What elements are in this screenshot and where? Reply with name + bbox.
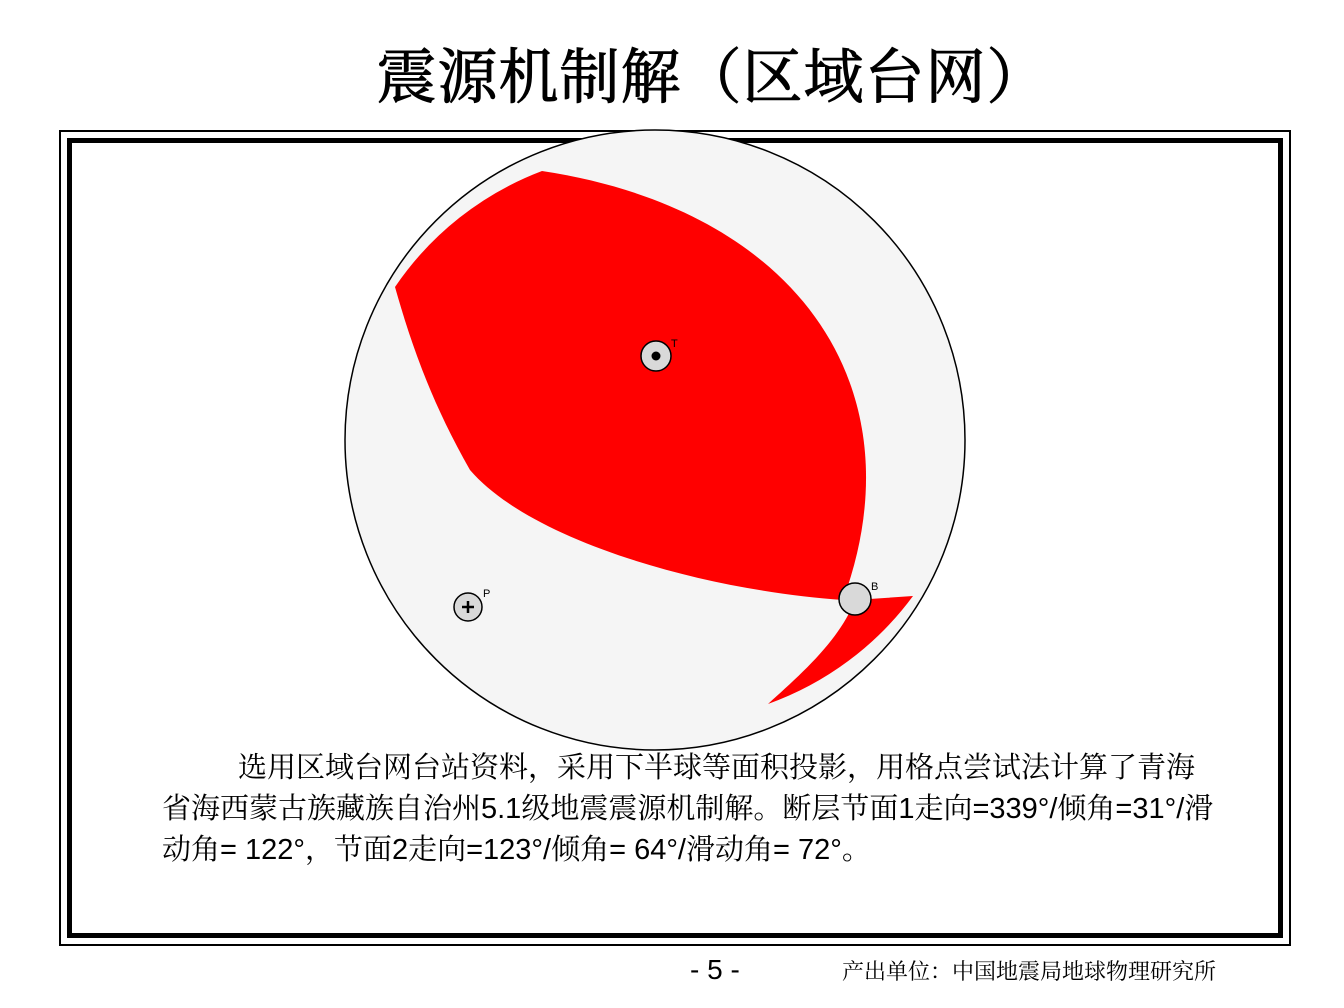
- description-text: 选用区域台网台站资料，采用下半球等面积投影，用格点尝试法计算了青海省海西蒙古族藏族自治州5.1级地震震源机制解。断层节面1走向=339°/倾角=31°/滑动角= 122°，节面2走向=123°/倾角= 64°/滑动角= 72°。: [162, 752, 1214, 866]
- p-axis-label: P: [483, 588, 491, 600]
- b-axis-label: B: [871, 581, 879, 593]
- page-number: - 5 -: [690, 954, 740, 985]
- page-title: 震源机制解（区域台网）: [376, 43, 1048, 113]
- t-axis-label: T: [671, 338, 678, 350]
- producer-credit: 产出单位：中国地震局地球物理研究所: [842, 960, 1217, 985]
